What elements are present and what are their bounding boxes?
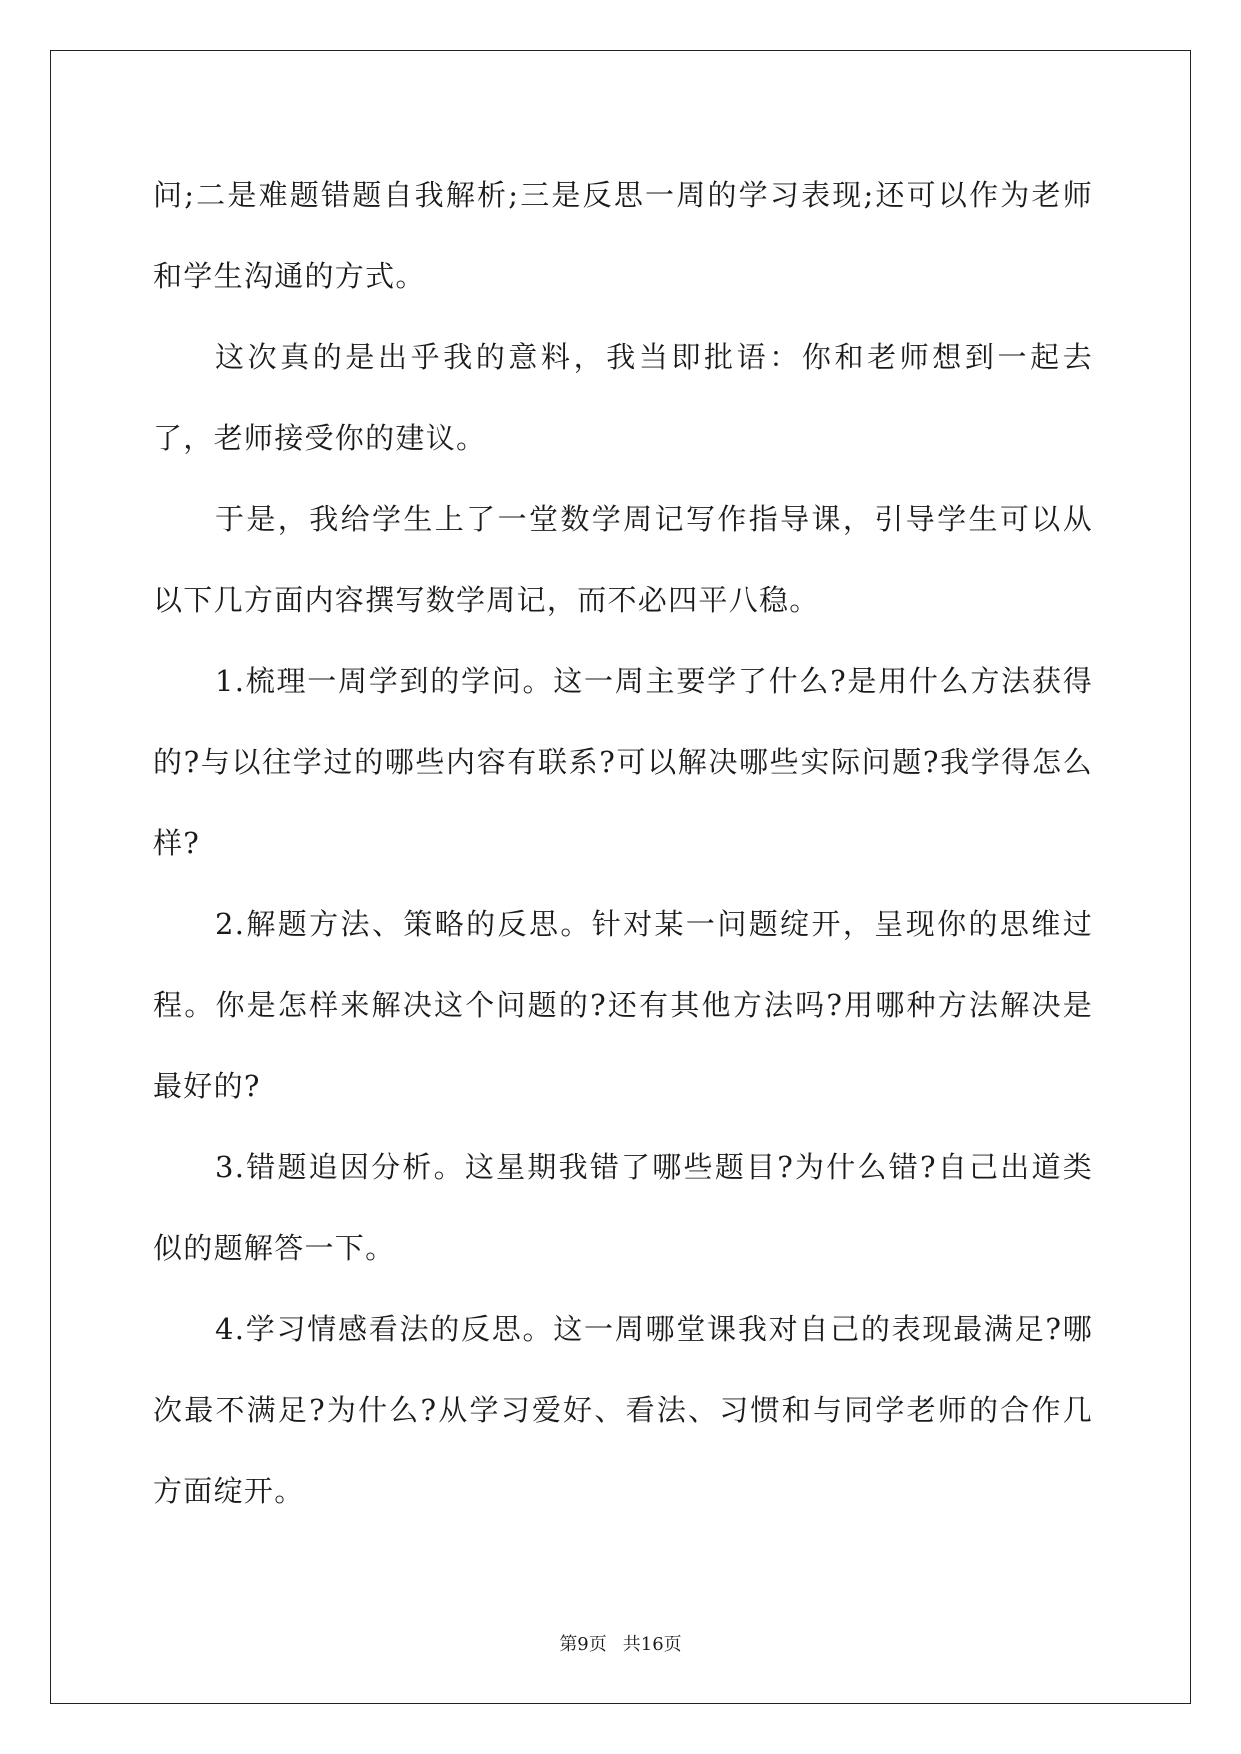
paragraph-4: 1.梳理一周学到的学问。这一周主要学了什么?是用什么方法获得的?与以往学过的哪些内容有联系?可以解决哪些实际问题?我学得怎么样? xyxy=(153,664,1093,860)
page-footer xyxy=(0,1630,1241,1656)
paragraph-7: 4.学习情感看法的反思。这一周哪堂课我对自己的表现最满足?哪次最不满足?为什么?从学习爱好、看法、习惯和与同学老师的合作几方面绽开。 xyxy=(153,1312,1093,1508)
paragraph-1: 问;二是难题错题自我解析;三是反思一周的学习表现;还可以作为老师和学生沟通的方式。 xyxy=(153,178,1093,293)
paragraph-2: 这次真的是出乎我的意料，我当即批语：你和老师想到一起去了，老师接受你的建议。 xyxy=(153,340,1093,455)
total-page-count: 共16页 xyxy=(622,1634,682,1655)
body-text xyxy=(153,155,1093,1532)
paragraph-5: 2.解题方法、策略的反思。针对某一问题绽开，呈现你的思维过程。你是怎样来解决这个问题的?还有其他方法吗?用哪种方法解决是最好的? xyxy=(153,907,1093,1103)
current-page-number: 第9页 xyxy=(559,1634,607,1655)
paragraph-6: 3.错题追因分析。这星期我错了哪些题目?为什么错?自己出道类似的题解答一下。 xyxy=(153,1150,1093,1265)
paragraph-3: 于是，我给学生上了一堂数学周记写作指导课，引导学生可以从以下几方面内容撰写数学周记，而不必四平八稳。 xyxy=(153,502,1093,617)
